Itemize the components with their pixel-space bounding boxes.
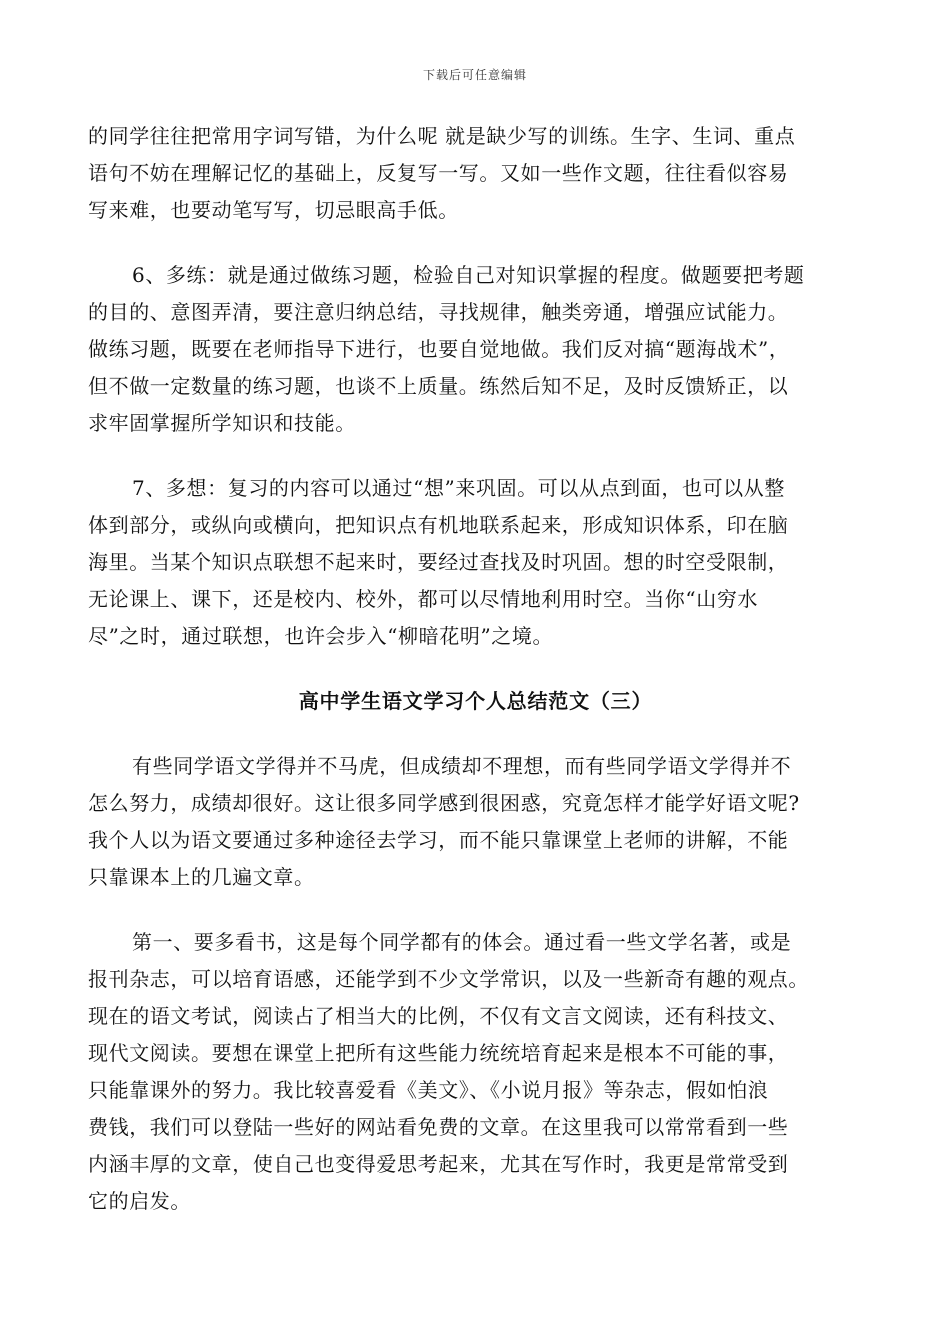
page-header-note: 下载后可任意编辑: [422, 68, 527, 82]
paragraph: [88, 748, 863, 896]
text-line: 7、多想：复习的内容可以通过“想”来巩固。可以从点到面，也可以从整: [132, 476, 785, 500]
text-line: 现代文阅读。要想在课堂上把所有这些能力统统培育起来是根本不可能的事，: [88, 1041, 789, 1065]
text-line: 有些同学语文学得并不马虎，但成绩却不理想，而有些同学语文学得并不: [132, 754, 792, 778]
paragraph-gap: [88, 442, 863, 470]
section-title: 高中学生语文学习个人总结范文（三）: [298, 689, 653, 713]
paragraph: [88, 924, 863, 1220]
paragraph-gap: [88, 720, 863, 748]
text-line: 我个人以为语文要通过多种途径去学习，而不能只靠课堂上老师的讲解，不能: [88, 828, 789, 852]
text-line: 怎么努力，成绩却很好。这让很多同学感到很困惑，究竟怎样才能学好语文呢?: [88, 791, 800, 815]
paragraph-gap: [88, 229, 863, 257]
text-line: 现在的语文考试，阅读占了相当大的比例，不仅有文言文阅读，还有科技文、: [88, 1004, 789, 1028]
text-line: 的目的、意图弄清，要注意归纳总结，寻找规律，触类旁通，增强应试能力。: [88, 300, 789, 324]
text-line: 只能靠课外的努力。我比较喜爱看《美文》、《小说月报》等杂志，假如怕浪: [88, 1078, 769, 1102]
paragraph-gap: [88, 655, 863, 683]
text-line: 第一、要多看书，这是每个同学都有的体会。通过看一些文学名著，或是: [132, 930, 792, 954]
text-line: 尽”之时，通过联想，也许会步入“柳暗花明”之境。: [88, 624, 554, 648]
text-line: 只靠课本上的几遍文章。: [88, 865, 315, 889]
text-line: 写来难，也要动笔写写，切忌眼高手低。: [88, 198, 459, 222]
text-line: 求牢固掌握所学知识和技能。: [88, 411, 356, 435]
text-line: 它的启发。: [88, 1189, 191, 1213]
text-line: 报刊杂志，可以培育语感，还能学到不少文学常识，以及一些新奇有趣的观点。: [88, 967, 809, 991]
text-line: 但不做一定数量的练习题，也谈不上质量。练然后知不足，及时反馈矫正，以: [88, 374, 789, 398]
text-line: 费钱，我们可以登陆一些好的网站看免费的文章。在这里我可以常常看到一些: [88, 1115, 789, 1139]
paragraph-gap: [88, 896, 863, 924]
paragraph: [88, 118, 863, 229]
paragraph: [88, 257, 863, 442]
text-line: 6、多练：就是通过做练习题，检验自己对知识掌握的程度。做题要把考题: [132, 263, 805, 287]
text-line: 无论课上、课下，还是校内、校外，都可以尽情地利用时空。当你“山穷水: [88, 587, 759, 611]
text-line: 语句不妨在理解记忆的基础上，反复写一写。又如一些作文题，往往看似容易: [88, 161, 789, 185]
text-line: 做练习题，既要在老师指导下进行，也要自觉地做。我们反对搞“题海战术”，: [88, 337, 790, 361]
document-body: [88, 118, 863, 1220]
paragraph: [88, 470, 863, 655]
text-line: 体到部分，或纵向或横向，把知识点有机地联系起来，形成知识体系，印在脑: [88, 513, 789, 537]
text-line: 内涵丰厚的文章，使自己也变得爱思考起来，尤其在写作时，我更是常常受到: [88, 1152, 789, 1176]
text-line: 的同学往往把常用字词写错，为什么呢 就是缺少写的训练。生字、生词、重点: [88, 124, 796, 148]
text-line: 海里。当某个知识点联想不起来时，要经过查找及时巩固。想的时空受限制，: [88, 550, 789, 574]
